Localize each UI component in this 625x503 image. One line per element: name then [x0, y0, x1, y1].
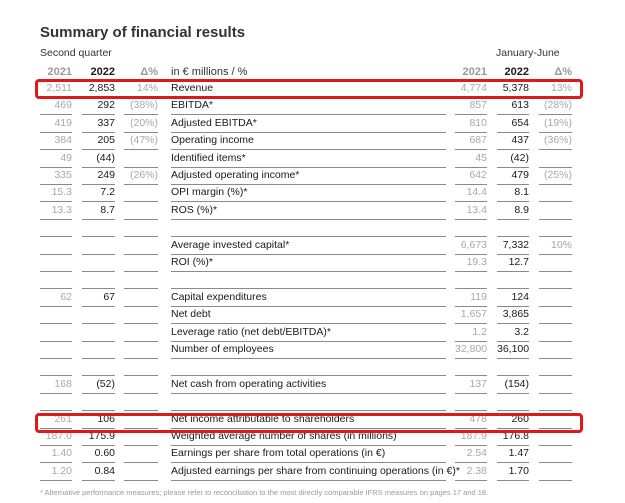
cell-q22: (52)	[96, 377, 115, 390]
cell-q22: 337	[97, 116, 115, 129]
cell-q22: 175.9	[88, 430, 115, 442]
cell-qd	[124, 341, 158, 358]
cell-h21	[455, 393, 487, 410]
table-row	[0, 463, 625, 480]
row-divider	[497, 480, 529, 481]
cell-label	[171, 393, 451, 410]
cell-label: Average invested capital*	[171, 238, 290, 251]
cell-h21: 1.2	[472, 325, 487, 338]
table-row	[0, 358, 625, 375]
cell-label: Net debt	[171, 308, 211, 321]
cell-label: Weighted average number of shares (in millions)	[171, 430, 397, 442]
cell-h22: 1.47	[508, 447, 529, 460]
cell-q22	[82, 324, 115, 341]
cell-h21: 687	[469, 134, 487, 147]
cell-hd	[539, 289, 572, 306]
table-row	[0, 202, 625, 219]
cell-qd	[124, 306, 158, 323]
cell-label: Number of employees	[171, 343, 274, 355]
cell-q22: 205	[97, 134, 115, 147]
cell-hd	[539, 219, 572, 236]
cell-h22: (154)	[504, 377, 529, 390]
cell-qd: (26%)	[129, 169, 158, 181]
table-row	[0, 167, 625, 184]
cell-qd	[124, 237, 158, 254]
cell-q21: 62	[60, 290, 72, 303]
cell-h22: 36,100	[497, 343, 530, 355]
cell-label: Net income attributable to shareholders	[171, 412, 355, 425]
cell-h21: 32,800	[455, 343, 488, 355]
table-row	[0, 219, 625, 236]
cell-h21: 857	[469, 99, 487, 112]
header-delta-left: Δ%	[140, 66, 158, 78]
cell-label: ROI (%)*	[171, 256, 213, 268]
row-divider	[40, 480, 72, 481]
cell-h21: 4,774	[460, 82, 487, 94]
table-row	[0, 445, 625, 462]
cell-q21: 49	[60, 151, 72, 164]
table-row	[0, 237, 625, 254]
cell-hd	[539, 341, 572, 358]
cell-hd	[539, 445, 572, 462]
cell-q22: 249	[97, 169, 115, 181]
cell-label: Revenue	[171, 82, 214, 94]
revenue-row-highlight	[35, 79, 583, 99]
cell-q22: 106	[97, 412, 115, 425]
cell-q21: 168	[54, 377, 72, 390]
cell-h21: 478	[469, 412, 487, 425]
cell-label: Adjusted earnings per share from continuing operations (in €)*	[171, 464, 460, 477]
cell-qd	[124, 358, 158, 375]
cell-q22: 8.7	[100, 203, 115, 216]
header-delta-right: Δ%	[554, 66, 572, 78]
cell-q21	[40, 393, 72, 410]
cell-qd	[124, 376, 158, 393]
cell-label	[171, 358, 451, 375]
cell-q22	[82, 237, 115, 254]
cell-h22	[497, 393, 529, 410]
cell-q22: (44)	[96, 151, 115, 164]
cell-label: EBITDA*	[171, 99, 214, 112]
table-row	[0, 184, 625, 201]
cell-qd	[124, 271, 158, 288]
page-title: Summary of financial results	[40, 24, 246, 41]
cell-q21: 13.3	[51, 203, 72, 216]
cell-hd: (36%)	[543, 134, 572, 147]
cell-hd: (19%)	[543, 116, 572, 129]
cell-h22: 3,865	[502, 308, 529, 321]
cell-hd	[539, 324, 572, 341]
cell-h21	[455, 219, 487, 236]
cell-hd	[539, 306, 572, 323]
cell-q21: 2,511	[46, 82, 72, 94]
cell-q22: 292	[97, 99, 115, 112]
row-divider	[455, 480, 487, 481]
cell-hd	[539, 202, 572, 219]
cell-hd	[539, 184, 572, 201]
table-row	[0, 306, 625, 323]
header-2021-left: 2021	[47, 66, 72, 78]
row-divider	[82, 480, 115, 481]
cell-h22: 7,332	[502, 238, 529, 251]
cell-qd: (47%)	[129, 134, 158, 147]
cell-q21: 187.0	[45, 430, 72, 442]
right-period-label: January-June	[496, 47, 560, 59]
cell-h22: 1.70	[508, 464, 529, 477]
cell-h21: 19.3	[466, 256, 487, 268]
cell-qd	[124, 254, 158, 271]
cell-h21: 14.4	[466, 186, 487, 199]
cell-qd	[124, 202, 158, 219]
cell-h21: 1,657	[460, 308, 487, 321]
cell-q21: 469	[54, 99, 72, 112]
table-row	[0, 289, 625, 306]
cell-label: Operating income	[171, 134, 254, 147]
cell-h21: 6,673	[460, 238, 487, 251]
cell-q22: 0.84	[94, 464, 115, 477]
cell-h22: 8.9	[514, 203, 529, 216]
row-divider	[171, 480, 446, 481]
cell-h21: 119	[470, 290, 487, 303]
cell-hd	[539, 376, 572, 393]
cell-h22: 613	[511, 99, 529, 112]
cell-q22	[82, 358, 115, 375]
cell-label: OPI margin (%)*	[171, 186, 248, 199]
cell-h21: 187.9	[460, 430, 487, 442]
cell-q21	[40, 219, 72, 236]
cell-q22: 0.60	[94, 447, 115, 460]
cell-q21	[40, 254, 72, 271]
cell-hd	[539, 254, 572, 271]
cell-qd: (38%)	[129, 99, 158, 112]
table-row	[0, 324, 625, 341]
cell-q21	[40, 341, 72, 358]
cell-label: Identified items*	[171, 151, 246, 164]
cell-h22	[497, 358, 529, 375]
cell-q22: 2,853	[88, 82, 115, 94]
cell-label: Capital expenditures	[171, 290, 267, 303]
cell-h22: 3.2	[514, 325, 529, 338]
cell-q21: 1.20	[51, 464, 72, 477]
cell-q21: 15.3	[51, 186, 72, 199]
cell-h22: 5,378	[502, 82, 529, 94]
cell-qd	[124, 219, 158, 236]
cell-h22: 12.7	[508, 256, 529, 268]
cell-qd	[124, 150, 158, 167]
table-row	[0, 254, 625, 271]
cell-q21	[40, 237, 72, 254]
cell-q22	[82, 341, 115, 358]
cell-h22: 437	[511, 134, 529, 147]
cell-h22: 260	[511, 412, 529, 425]
cell-label: Adjusted operating income*	[171, 169, 300, 181]
cell-label	[171, 271, 451, 288]
footnote: * Alternative performance measures; please refer to reconciliation to the most directly comparable IFRS measures on pages 17 and 18.	[40, 488, 489, 497]
cell-h22: 176.8	[502, 430, 529, 442]
cell-hd: (25%)	[543, 169, 572, 181]
cell-h21: 2.38	[466, 464, 487, 477]
cell-q22	[82, 271, 115, 288]
table-row	[0, 376, 625, 393]
cell-q21: 1.40	[51, 447, 72, 460]
table-row	[0, 132, 625, 149]
cell-hd: (28%)	[543, 99, 572, 112]
cell-hd	[539, 358, 572, 375]
cell-q21: 261	[54, 412, 72, 425]
cell-label	[171, 219, 451, 236]
cell-hd	[539, 393, 572, 410]
cell-h22: 654	[511, 116, 529, 129]
table-row	[0, 150, 625, 167]
cell-q21: 419	[54, 116, 72, 129]
cell-q22	[82, 254, 115, 271]
cell-qd	[124, 289, 158, 306]
cell-hd: 10%	[550, 238, 572, 251]
cell-q21: 335	[54, 169, 72, 181]
cell-qd	[124, 445, 158, 462]
header-2022-left: 2022	[90, 66, 115, 78]
cell-hd: 13%	[550, 82, 572, 94]
cell-h21	[455, 358, 487, 375]
cell-h21: 13.4	[466, 203, 487, 216]
cell-q22	[82, 306, 115, 323]
cell-h22: 124	[511, 290, 529, 303]
cell-q21: 384	[54, 134, 72, 147]
cell-q21	[40, 324, 72, 341]
cell-qd: 14%	[136, 82, 158, 94]
cell-qd	[124, 324, 158, 341]
header-units-label: in € millions / %	[171, 66, 248, 78]
cell-h21: 2.54	[466, 447, 487, 460]
cell-q22: 67	[103, 290, 115, 303]
cell-qd	[124, 463, 158, 480]
cell-label: Net cash from operating activities	[171, 377, 327, 390]
header-2021-right: 2021	[462, 66, 487, 78]
cell-h22	[497, 219, 529, 236]
cell-label: ROS (%)*	[171, 203, 218, 216]
cell-q22	[82, 393, 115, 410]
cell-h22: 479	[511, 169, 529, 181]
cell-h21: 45	[475, 151, 487, 164]
cell-h22	[497, 271, 529, 288]
cell-h22: (42)	[510, 151, 529, 164]
table-row	[0, 115, 625, 132]
net-income-row-highlight	[35, 413, 583, 433]
cell-q22	[82, 219, 115, 236]
header-2022-right: 2022	[504, 66, 529, 78]
row-divider	[124, 480, 158, 481]
table-row	[0, 393, 625, 410]
table-row	[0, 271, 625, 288]
cell-q21	[40, 271, 72, 288]
cell-q22: 7.2	[100, 186, 115, 199]
cell-h21: 642	[469, 169, 487, 181]
left-period-label: Second quarter	[40, 47, 112, 59]
cell-qd	[124, 184, 158, 201]
cell-label: Earnings per share from total operations (in €)	[171, 447, 386, 460]
cell-h21	[455, 271, 487, 288]
cell-h21: 137	[469, 377, 487, 390]
cell-qd	[124, 393, 158, 410]
table-row	[0, 341, 625, 358]
cell-h22: 8.1	[514, 186, 529, 199]
cell-hd	[539, 150, 572, 167]
cell-label: Leverage ratio (net debt/EBITDA)*	[171, 325, 331, 338]
cell-h21: 810	[469, 116, 487, 129]
row-divider	[539, 480, 572, 481]
cell-hd	[539, 463, 572, 480]
cell-hd	[539, 271, 572, 288]
cell-label: Adjusted EBITDA*	[171, 116, 257, 129]
cell-q21	[40, 358, 72, 375]
table-row	[0, 97, 625, 114]
cell-q21	[40, 306, 72, 323]
cell-qd: (20%)	[129, 116, 158, 129]
